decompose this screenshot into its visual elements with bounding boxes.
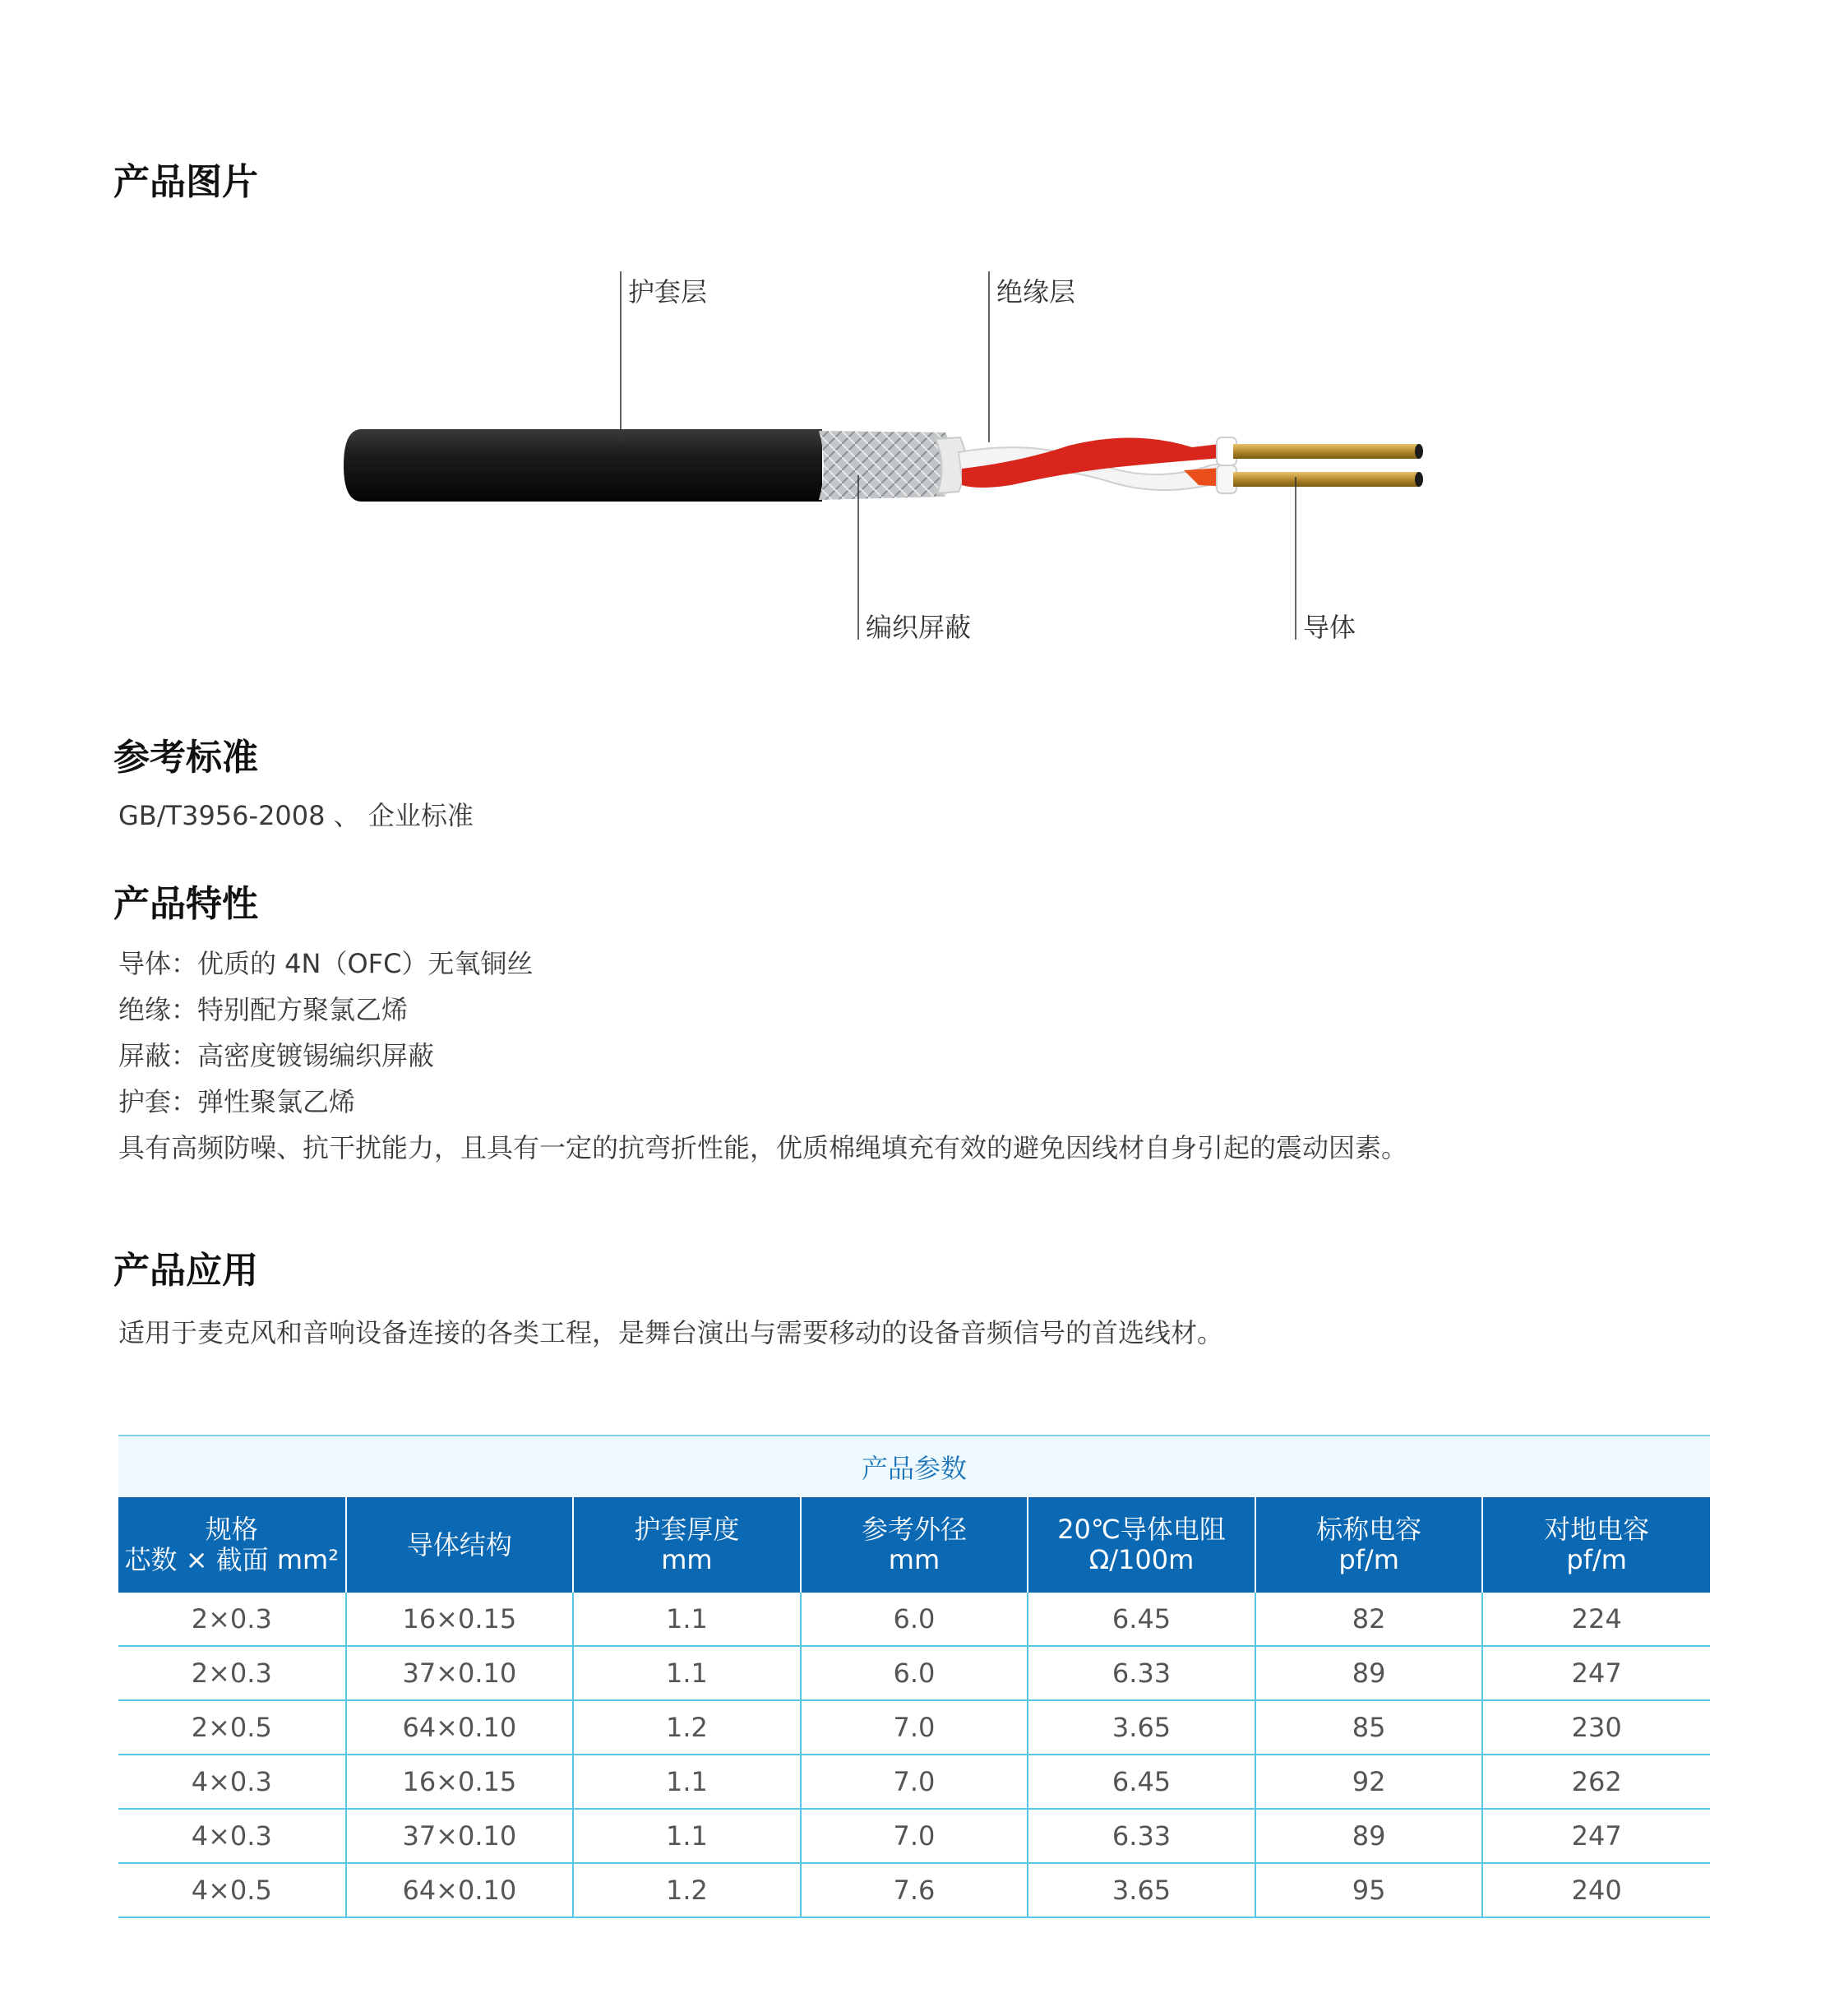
cell-spec: 2×0.3 — [118, 1646, 346, 1700]
table-row — [118, 1809, 1710, 1863]
cell-ground-capacitance: 262 — [1482, 1755, 1710, 1809]
cell-ground-capacitance: 247 — [1482, 1646, 1710, 1700]
cell-conductor-structure: 64×0.10 — [346, 1700, 574, 1755]
header-resistance: 20℃导体电阻 Ω/100m — [1028, 1497, 1255, 1593]
reference-standard-text: GB/T3956-2008 、 企业标准 — [118, 800, 474, 831]
cell-outer-diameter: 7.0 — [801, 1809, 1028, 1863]
cell-nominal-capacitance: 89 — [1255, 1646, 1483, 1700]
cell-nominal-capacitance: 95 — [1255, 1863, 1483, 1917]
table-caption: 产品参数 — [118, 1436, 1710, 1497]
label-conductor: 导体 — [1303, 612, 1356, 643]
cell-jacket-thickness: 1.2 — [573, 1863, 801, 1917]
label-jacket: 护套层 — [628, 276, 708, 307]
cell-outer-diameter: 7.0 — [801, 1700, 1028, 1755]
cell-conductor-structure: 37×0.10 — [346, 1646, 574, 1700]
cell-resistance: 3.65 — [1028, 1700, 1255, 1755]
header-ground-capacitance: 对地电容 pf/m — [1482, 1497, 1710, 1593]
conductor-bottom — [1233, 472, 1419, 487]
header-spec: 规格 芯数 × 截面 mm² — [118, 1497, 346, 1593]
table-row — [118, 1863, 1710, 1917]
table-row — [118, 1593, 1710, 1646]
feature-line: 导体：优质的 4N（OFC）无氧铜丝 — [118, 948, 534, 979]
cell-spec: 2×0.3 — [118, 1593, 346, 1646]
cell-outer-diameter: 7.6 — [801, 1863, 1028, 1917]
cell-resistance: 6.33 — [1028, 1646, 1255, 1700]
cell-resistance: 6.33 — [1028, 1809, 1255, 1863]
table-row — [118, 1755, 1710, 1809]
section-title-features: 产品特性 — [113, 883, 258, 925]
cell-resistance: 6.45 — [1028, 1593, 1255, 1646]
cell-nominal-capacitance: 82 — [1255, 1593, 1483, 1646]
cell-ground-capacitance: 230 — [1482, 1700, 1710, 1755]
cell-conductor-structure: 16×0.15 — [346, 1593, 574, 1646]
table-row — [118, 1700, 1710, 1755]
header-jacket-thickness: 护套厚度 mm — [573, 1497, 801, 1593]
cell-conductor-structure: 37×0.10 — [346, 1809, 574, 1863]
section-title-product-image: 产品图片 — [113, 161, 258, 203]
cell-conductor-structure: 64×0.10 — [346, 1863, 574, 1917]
cell-jacket-thickness: 1.1 — [573, 1809, 801, 1863]
cell-nominal-capacitance: 89 — [1255, 1809, 1483, 1863]
cell-conductor-structure: 16×0.15 — [346, 1755, 574, 1809]
cell-jacket-thickness: 1.2 — [573, 1700, 801, 1755]
cell-outer-diameter: 6.0 — [801, 1646, 1028, 1700]
braid-shield — [819, 431, 953, 500]
cell-jacket-thickness: 1.1 — [573, 1593, 801, 1646]
cell-ground-capacitance: 247 — [1482, 1809, 1710, 1863]
cell-outer-diameter: 7.0 — [801, 1755, 1028, 1809]
conductor-top — [1233, 444, 1419, 459]
table-caption-row — [118, 1436, 1710, 1497]
cell-spec: 4×0.3 — [118, 1809, 346, 1863]
table-row — [118, 1646, 1710, 1700]
feature-line: 具有高频防噪、抗干扰能力，且具有一定的抗弯折性能，优质棉绳填充有效的避免因线材自身引起的震动因素。 — [118, 1132, 1408, 1163]
cell-ground-capacitance: 224 — [1482, 1593, 1710, 1646]
header-outer-diameter: 参考外径 mm — [801, 1497, 1028, 1593]
cell-spec: 2×0.5 — [118, 1700, 346, 1755]
section-title-application: 产品应用 — [113, 1250, 258, 1292]
feature-line: 护套：弹性聚氯乙烯 — [118, 1086, 356, 1117]
jacket-layer — [344, 429, 822, 502]
label-insulation: 绝缘层 — [996, 276, 1076, 307]
cell-spec: 4×0.3 — [118, 1755, 346, 1809]
label-braid-shield: 编织屏蔽 — [866, 612, 972, 643]
section-title-reference-standard: 参考标准 — [113, 737, 258, 779]
application-text: 适用于麦克风和音响设备连接的各类工程，是舞台演出与需要移动的设备音频信号的首选线材。 — [118, 1317, 1224, 1348]
cell-resistance: 6.45 — [1028, 1755, 1255, 1809]
parameter-table — [118, 1435, 1710, 1918]
cell-resistance: 3.65 — [1028, 1863, 1255, 1917]
header-nominal-capacitance: 标称电容 pf/m — [1255, 1497, 1483, 1593]
table-header-row — [118, 1497, 1710, 1593]
header-conductor-structure: 导体结构 — [346, 1497, 574, 1593]
cell-outer-diameter: 6.0 — [801, 1593, 1028, 1646]
feature-line: 屏蔽：高密度镀锡编织屏蔽 — [118, 1040, 435, 1071]
cell-jacket-thickness: 1.1 — [573, 1755, 801, 1809]
cell-nominal-capacitance: 85 — [1255, 1700, 1483, 1755]
cell-nominal-capacitance: 92 — [1255, 1755, 1483, 1809]
cable-diagram — [0, 247, 1844, 674]
cell-ground-capacitance: 240 — [1482, 1863, 1710, 1917]
cell-jacket-thickness: 1.1 — [573, 1646, 801, 1700]
feature-line: 绝缘：特别配方聚氯乙烯 — [118, 994, 409, 1025]
cell-spec: 4×0.5 — [118, 1863, 346, 1917]
